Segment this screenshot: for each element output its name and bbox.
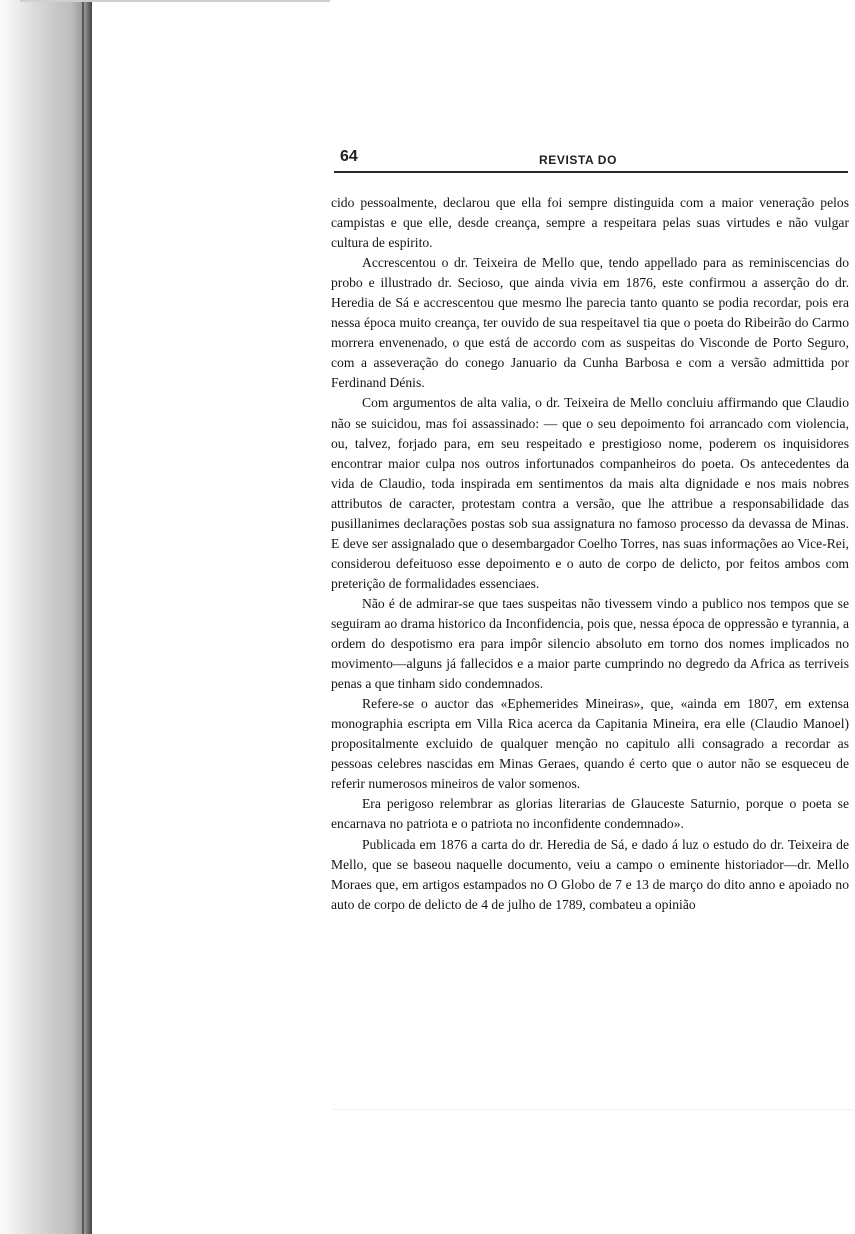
paragraph-5: Refere-se o auctor das «Ephemerides Mineiras», que, «ainda em 1807, em extensa monographia escripta em Villa Rica acerca da Capitania Mineira, era elle (Claudio Manoel) propositalmente excluido de qualquer menção no capitulo alli consagrado a recordar as pessoas celebres nascidas em Minas Geraes, quando é certo que o autor não se esqueceu de referir numerosos mineiros de valor somenos.: [331, 696, 849, 792]
header-rule: [334, 171, 848, 173]
paragraph-6: Era perigoso relembrar as glorias literarias de Glauceste Saturnio, porque o poeta se encarnava no patriota e o patriota no inconfidente condemnado».: [331, 796, 849, 832]
paragraph-4: Não é de admirar-se que taes suspeitas não tivessem vindo a publico nos tempos que se seguiram ao drama historico da Inconfidencia, pois que, nessa época de oppressão e tyrannia, a ordem do despotismo era para impôr silencio absoluto em torno dos nomes implicados no movimento—alguns já fallecidos e a maior parte cumprindo no degredo da Africa as terriveis penas a que tinham sido condemnados.: [331, 595, 849, 692]
scan-top-edge: [20, 0, 330, 2]
paragraph-3: Com argumentos de alta valia, o dr. Teixeira de Mello concluiu affirmando que Claudio não se suicidou, mas foi assassinado: — que o seu depoimento foi arrancado com violencia, ou, talvez, forjado para, em seu respeitado e prestigioso nome, poderem os inquisidores encontrar maior culpa nos outros infortunados companheiros do poeta. Os antecedentes da vida de Claudio, toda inspirada em sentimentos da mais alta dignidade e nos mais nobres attributos de caracter, protestam contra a versão, que lhe attribue a responsabilidade das pusillanimes declarações postas sob sua assignatura no famoso processo da devassa de Minas. E deve ser assignalado que o desembargador Coelho Torres, nas suas informações ao Vice-Rei, considerou defeituoso esse depoimento e o auto de corpo de delicto, por feitos ambos com preterição de formalidades essenciaes.: [331, 395, 849, 591]
paragraph-1: cido pessoalmente, declarou que ella foi sempre distinguida com a maior veneração pelos campistas e que elle, desde creança, sempre a respeitara pelas suas virtudes e não vulgar cultura de espirito.: [331, 195, 849, 251]
page-binding-shadow: [0, 0, 92, 1234]
paragraph-2: Accrescentou o dr. Teixeira de Mello que, tendo appellado para as reminiscencias do probo e illustrado dr. Secioso, que ainda vivia em 1876, este confirmou a asserção do dr. Heredia de Sá e accrescentou que mesmo lhe parecia tanto quanto se podia recordar, pois era nessa época muito creança, ter ouvido de sua respeitavel tia que o poeta do Ribeirão do Carmo morrera envenenado, o que está de accordo com as suspeitas do Visconde de Porto Seguro, com a asseveração do conego Januario da Cunha Barbosa e com a versão admittida por Ferdinand Dénis.: [331, 255, 849, 391]
paragraph-7: Publicada em 1876 a carta do dr. Heredia de Sá, e dado á luz o estudo do dr. Teixeira de Mello, que se baseou naquelle documento, veiu a campo o eminente historiador—dr. Mello Moraes que, em artigos estampados no O Globo de 7 e 13 de março do dito anno e apoiado no auto de corpo de delicto de 4 de julho de 1789, combateu a opinião: [331, 836, 849, 912]
page-bottom-edge: [333, 1109, 853, 1110]
running-head: REVISTA DO: [539, 153, 618, 167]
article-body: [331, 193, 849, 915]
page-number: 64: [340, 148, 358, 165]
page-header: [334, 148, 848, 182]
